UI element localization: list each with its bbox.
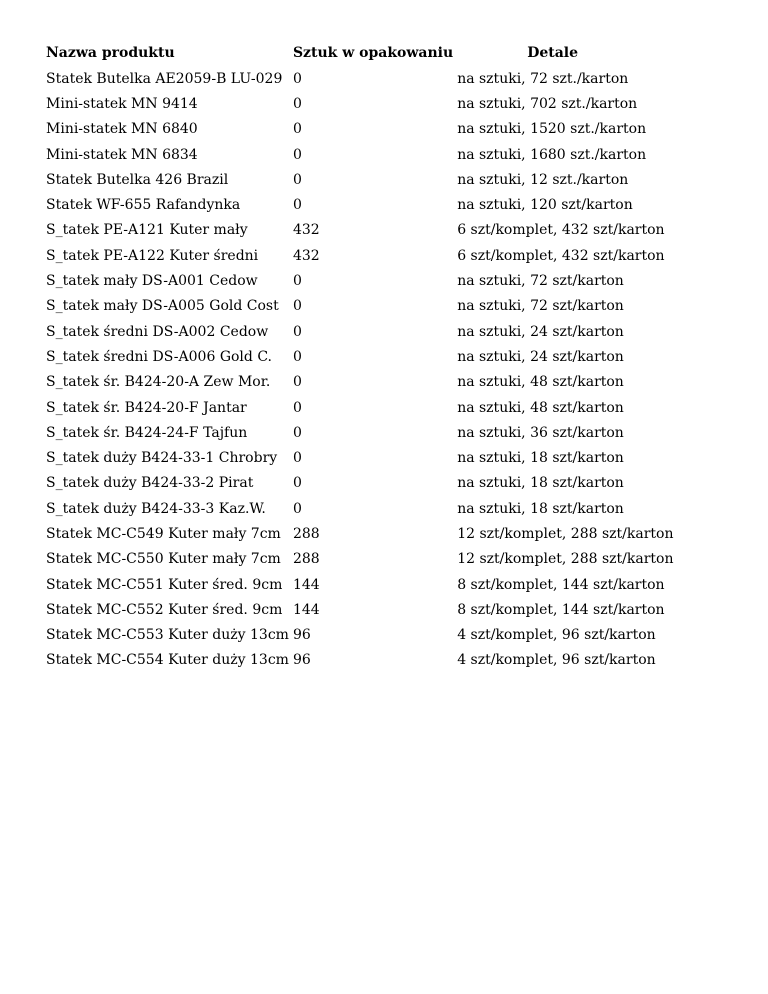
cell-product-name: Statek MC-C553 Kuter duży 13cm xyxy=(46,627,289,644)
cell-pack-quantity: 0 xyxy=(292,298,302,315)
cell-product-name: Statek MC-C549 Kuter mały 7cm xyxy=(46,525,281,542)
cell-product-name: S_tatek mały DS-A005 Gold Cost xyxy=(46,298,279,315)
cell-details: na sztuki, 48 szt/karton xyxy=(457,374,624,391)
cell-details: na sztuki, 120 szt/karton xyxy=(457,197,633,214)
cell-product-name: S_tatek średni DS-A006 Gold C. xyxy=(46,348,272,365)
cell-pack-quantity: 96 xyxy=(292,627,311,644)
cell-details: na sztuki, 48 szt/karton xyxy=(457,399,624,416)
cell-details: na sztuki, 72 szt/karton xyxy=(457,298,624,315)
table-row xyxy=(46,547,738,572)
cell-pack-quantity: 288 xyxy=(292,551,320,568)
table-header xyxy=(46,40,738,66)
cell-pack-quantity: 0 xyxy=(292,70,302,87)
table-row xyxy=(46,471,738,496)
cell-product-name: Statek MC-C552 Kuter śred. 9cm xyxy=(46,601,283,618)
table-row xyxy=(46,268,738,293)
table-row xyxy=(46,521,738,546)
cell-details: na sztuki, 18 szt/karton xyxy=(457,475,624,492)
cell-pack-quantity: 0 xyxy=(292,475,302,492)
cell-product-name: S_tatek duży B424-33-2 Pirat xyxy=(46,475,254,492)
cell-pack-quantity: 0 xyxy=(292,424,302,441)
cell-pack-quantity: 0 xyxy=(292,197,302,214)
table-row xyxy=(46,294,738,319)
cell-product-name: S_tatek mały DS-A001 Cedow xyxy=(46,273,258,290)
table-row xyxy=(46,243,738,268)
table-row xyxy=(46,370,738,395)
cell-details: na sztuki, 1520 szt./karton xyxy=(457,121,647,138)
cell-pack-quantity: 432 xyxy=(292,247,320,264)
table-row xyxy=(46,117,738,142)
cell-pack-quantity: 0 xyxy=(292,121,302,138)
cell-pack-quantity: 0 xyxy=(292,146,302,163)
cell-pack-quantity: 0 xyxy=(292,348,302,365)
cell-pack-quantity: 0 xyxy=(292,273,302,290)
cell-product-name: S_tatek śr. B424-20-F Jantar xyxy=(46,399,247,416)
cell-pack-quantity: 0 xyxy=(292,450,302,467)
cell-details: 4 szt/komplet, 96 szt/karton xyxy=(457,627,656,644)
cell-product-name: S_tatek śr. B424-24-F Tajfun xyxy=(46,424,248,441)
table-row xyxy=(46,445,738,470)
cell-details: na sztuki, 18 szt/karton xyxy=(457,500,624,517)
cell-product-name: S_tatek średni DS-A002 Cedow xyxy=(46,323,269,340)
cell-product-name: Statek MC-C551 Kuter śred. 9cm xyxy=(46,576,283,593)
cell-details: na sztuki, 702 szt./karton xyxy=(457,95,638,112)
cell-pack-quantity: 432 xyxy=(292,222,320,239)
cell-product-name: Statek WF-655 Rafandynka xyxy=(46,197,241,214)
table-row xyxy=(46,597,738,622)
table-row xyxy=(46,344,738,369)
cell-details: na sztuki, 36 szt/karton xyxy=(457,424,624,441)
cell-details: na sztuki, 1680 szt./karton xyxy=(457,146,647,163)
cell-pack-quantity: 0 xyxy=(292,399,302,416)
header-row xyxy=(46,40,738,66)
table-row xyxy=(46,648,738,673)
cell-details: 8 szt/komplet, 144 szt/karton xyxy=(457,601,665,618)
cell-details: na sztuki, 72 szt./karton xyxy=(457,70,629,87)
cell-pack-quantity: 0 xyxy=(292,95,302,112)
cell-product-name: Statek Butelka AE2059-B LU-029 xyxy=(46,70,283,87)
column-header-qty: Sztuk w opakowaniu xyxy=(292,45,454,61)
column-header-name: Nazwa produktu xyxy=(46,45,175,61)
table-row xyxy=(46,192,738,217)
cell-pack-quantity: 0 xyxy=(292,500,302,517)
cell-details: na sztuki, 24 szt/karton xyxy=(457,348,624,365)
cell-details: 12 szt/komplet, 288 szt/karton xyxy=(457,551,674,568)
cell-product-name: Statek Butelka 426 Brazil xyxy=(46,171,229,188)
cell-details: na sztuki, 72 szt/karton xyxy=(457,273,624,290)
cell-product-name: S_tatek duży B424-33-3 Kaz.W. xyxy=(46,500,266,517)
cell-pack-quantity: 96 xyxy=(292,652,311,669)
cell-product-name: Mini-statek MN 9414 xyxy=(46,95,198,112)
cell-pack-quantity: 144 xyxy=(292,576,320,593)
cell-product-name: Statek MC-C554 Kuter duży 13cm xyxy=(46,652,289,669)
cell-details: 4 szt/komplet, 96 szt/karton xyxy=(457,652,656,669)
cell-product-name: Statek MC-C550 Kuter mały 7cm xyxy=(46,551,281,568)
cell-details: na sztuki, 12 szt./karton xyxy=(457,171,629,188)
cell-details: na sztuki, 18 szt/karton xyxy=(457,450,624,467)
product-table xyxy=(42,40,742,673)
table-row xyxy=(46,395,738,420)
cell-pack-quantity: 0 xyxy=(292,374,302,391)
cell-details: na sztuki, 24 szt/karton xyxy=(457,323,624,340)
table-body xyxy=(46,66,738,673)
table-row xyxy=(46,66,738,91)
table-row xyxy=(46,218,738,243)
table-row xyxy=(46,420,738,445)
table-row xyxy=(46,496,738,521)
cell-details: 8 szt/komplet, 144 szt/karton xyxy=(457,576,665,593)
cell-product-name: S_tatek PE-A121 Kuter mały xyxy=(46,222,248,239)
cell-product-name: Mini-statek MN 6840 xyxy=(46,121,198,138)
table-row xyxy=(46,142,738,167)
column-header-details: Detale xyxy=(527,45,578,61)
cell-pack-quantity: 288 xyxy=(292,525,320,542)
cell-details: 12 szt/komplet, 288 szt/karton xyxy=(457,525,674,542)
cell-product-name: Mini-statek MN 6834 xyxy=(46,146,198,163)
table-row xyxy=(46,91,738,116)
cell-details: 6 szt/komplet, 432 szt/karton xyxy=(457,222,665,239)
cell-pack-quantity: 0 xyxy=(292,171,302,188)
cell-pack-quantity: 0 xyxy=(292,323,302,340)
cell-product-name: S_tatek duży B424-33-1 Chrobry xyxy=(46,450,278,467)
cell-product-name: S_tatek PE-A122 Kuter średni xyxy=(46,247,259,264)
cell-product-name: S_tatek śr. B424-20-A Zew Mor. xyxy=(46,374,271,391)
table-row xyxy=(46,167,738,192)
table-row xyxy=(46,623,738,648)
cell-details: 6 szt/komplet, 432 szt/karton xyxy=(457,247,665,264)
table-row xyxy=(46,572,738,597)
table-row xyxy=(46,319,738,344)
cell-pack-quantity: 144 xyxy=(292,601,320,618)
product-document xyxy=(42,40,742,673)
